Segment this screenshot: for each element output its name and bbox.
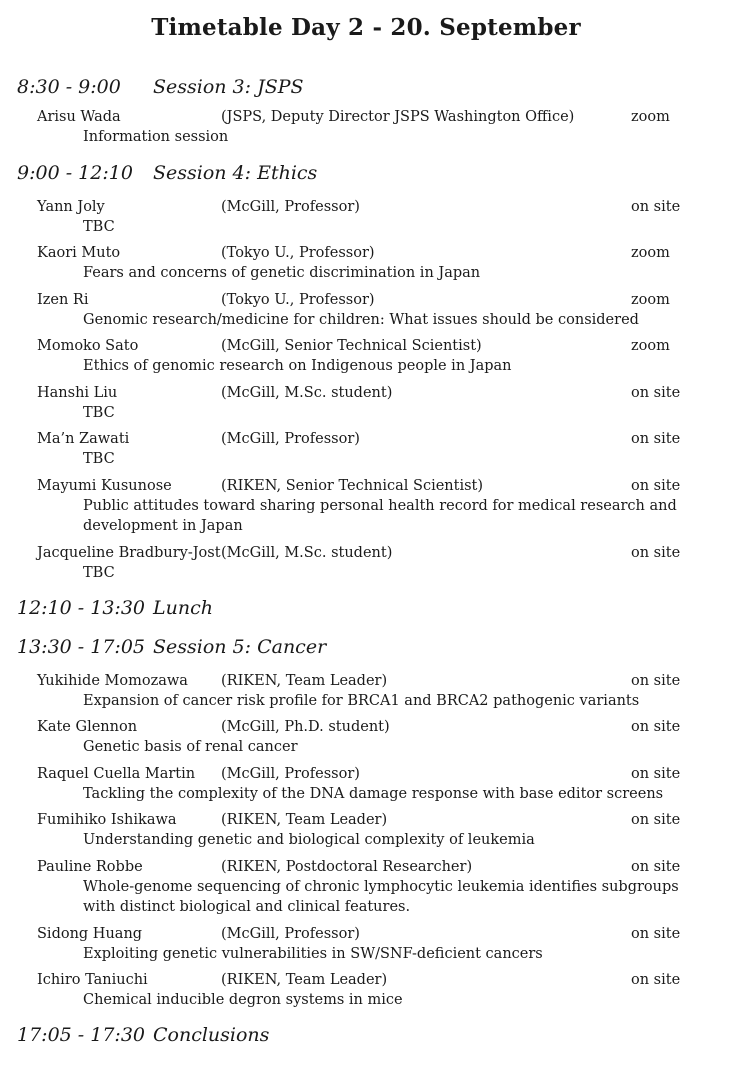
speaker-name: Izen Ri xyxy=(37,292,89,308)
talk-title: Exploiting genetic vulnerabilities in SW/SNF-deficient cancers xyxy=(83,946,543,962)
speaker-name: Ichiro Taniuchi xyxy=(37,972,148,988)
attendance-mode: on site xyxy=(631,719,681,735)
speaker-name: Raquel Cuella Martin xyxy=(37,766,196,782)
session-heading-conclusions xyxy=(17,1024,269,1046)
session-time: 13:30 - 17:05 xyxy=(17,636,146,658)
talk-title: Expansion of cancer risk profile for BRCA1 and BRCA2 pathogenic variants xyxy=(83,693,640,709)
attendance-mode: on site xyxy=(631,766,681,782)
talk-title: Information session xyxy=(83,129,229,145)
session-heading-lunch xyxy=(17,597,213,619)
speaker-affiliation: (McGill, Professor) xyxy=(221,431,360,447)
speaker-name: Yukihide Momozawa xyxy=(37,673,188,689)
speaker-name: Arisu Wada xyxy=(37,109,121,125)
session-time: 17:05 - 17:30 xyxy=(17,1024,146,1046)
talk-title: Tackling the complexity of the DNA damage response with base editor screens xyxy=(83,786,664,802)
session-heading-4 xyxy=(17,162,317,184)
attendance-mode: on site xyxy=(631,478,681,494)
speaker-name: Kaori Muto xyxy=(37,245,121,261)
speaker-affiliation: (McGill, Ph.D. student) xyxy=(221,719,390,735)
talk-title: Ethics of genomic research on Indigenous people in Japan xyxy=(83,358,512,374)
speaker-name: Kate Glennon xyxy=(37,719,138,735)
speaker-affiliation: (RIKEN, Senior Technical Scientist) xyxy=(221,478,484,494)
talk-title: TBC xyxy=(83,219,115,235)
speaker-name: Pauline Robbe xyxy=(37,859,143,875)
speaker-name: Mayumi Kusunose xyxy=(37,478,172,494)
speaker-affiliation: (McGill, Professor) xyxy=(221,766,360,782)
attendance-mode: on site xyxy=(631,385,681,401)
attendance-mode: on site xyxy=(631,199,681,215)
speaker-name: Hanshi Liu xyxy=(37,385,118,401)
page-title: Timetable Day 2 - 20. September xyxy=(151,14,581,41)
session-heading-5 xyxy=(17,636,326,658)
speaker-affiliation: (RIKEN, Team Leader) xyxy=(221,673,388,689)
speaker-affiliation: (McGill, Professor) xyxy=(221,199,360,215)
session-name: Conclusions xyxy=(153,1024,270,1046)
speaker-affiliation: (McGill, Senior Technical Scientist) xyxy=(221,338,482,354)
attendance-mode: on site xyxy=(631,673,681,689)
talk-title: TBC xyxy=(83,451,115,467)
speaker-affiliation: (McGill, M.Sc. student) xyxy=(221,385,393,401)
speaker-name: Ma’n Zawati xyxy=(37,431,130,447)
attendance-mode: on site xyxy=(631,431,681,447)
session-name: Session 5: Cancer xyxy=(153,636,327,658)
attendance-mode: zoom xyxy=(631,245,670,261)
talk-title: Genetic basis of renal cancer xyxy=(83,739,298,755)
speaker-name: Sidong Huang xyxy=(37,926,143,942)
speaker-affiliation: (McGill, M.Sc. student) xyxy=(221,545,393,561)
attendance-mode: zoom xyxy=(631,292,670,308)
talk-title: Public attitudes toward sharing personal health record for medical research and development in Japan xyxy=(83,498,677,534)
attendance-mode: on site xyxy=(631,812,681,828)
speaker-name: Jacqueline Bradbury-Jost xyxy=(37,545,221,561)
attendance-mode: on site xyxy=(631,972,681,988)
talk-title: Fears and concerns of genetic discrimination in Japan xyxy=(83,265,481,281)
attendance-mode: on site xyxy=(631,926,681,942)
session-time: 8:30 - 9:00 xyxy=(17,76,121,98)
talk-title: Chemical inducible degron systems in mice xyxy=(83,992,403,1008)
talk-title: Genomic research/medicine for children: What issues should be considered xyxy=(83,312,639,328)
speaker-affiliation: (Tokyo U., Professor) xyxy=(221,245,375,261)
talk-title: Whole-genome sequencing of chronic lymphocytic leukemia identifies subgroups with distinct biological and clinical features. xyxy=(83,879,679,915)
attendance-mode: zoom xyxy=(631,109,670,125)
session-time: 9:00 - 12:10 xyxy=(17,162,133,184)
speaker-name: Yann Joly xyxy=(37,199,105,215)
session-name: Lunch xyxy=(153,597,213,619)
attendance-mode: on site xyxy=(631,545,681,561)
speaker-affiliation: (McGill, Professor) xyxy=(221,926,360,942)
speaker-affiliation: (RIKEN, Team Leader) xyxy=(221,812,388,828)
talk-title: TBC xyxy=(83,565,115,581)
session-name: Session 4: Ethics xyxy=(153,162,318,184)
speaker-name: Momoko Sato xyxy=(37,338,139,354)
attendance-mode: on site xyxy=(631,859,681,875)
speaker-affiliation: (RIKEN, Postdoctoral Researcher) xyxy=(221,859,473,875)
speaker-name: Fumihiko Ishikawa xyxy=(37,812,177,828)
session-time: 12:10 - 13:30 xyxy=(17,597,146,619)
speaker-affiliation: (JSPS, Deputy Director JSPS Washington Office) xyxy=(221,109,575,125)
attendance-mode: zoom xyxy=(631,338,670,354)
speaker-affiliation: (RIKEN, Team Leader) xyxy=(221,972,388,988)
session-heading-3 xyxy=(17,76,304,98)
talk-title: TBC xyxy=(83,405,115,421)
session-name: Session 3: JSPS xyxy=(153,76,304,98)
speaker-affiliation: (Tokyo U., Professor) xyxy=(221,292,375,308)
talk-title: Understanding genetic and biological complexity of leukemia xyxy=(83,832,535,848)
